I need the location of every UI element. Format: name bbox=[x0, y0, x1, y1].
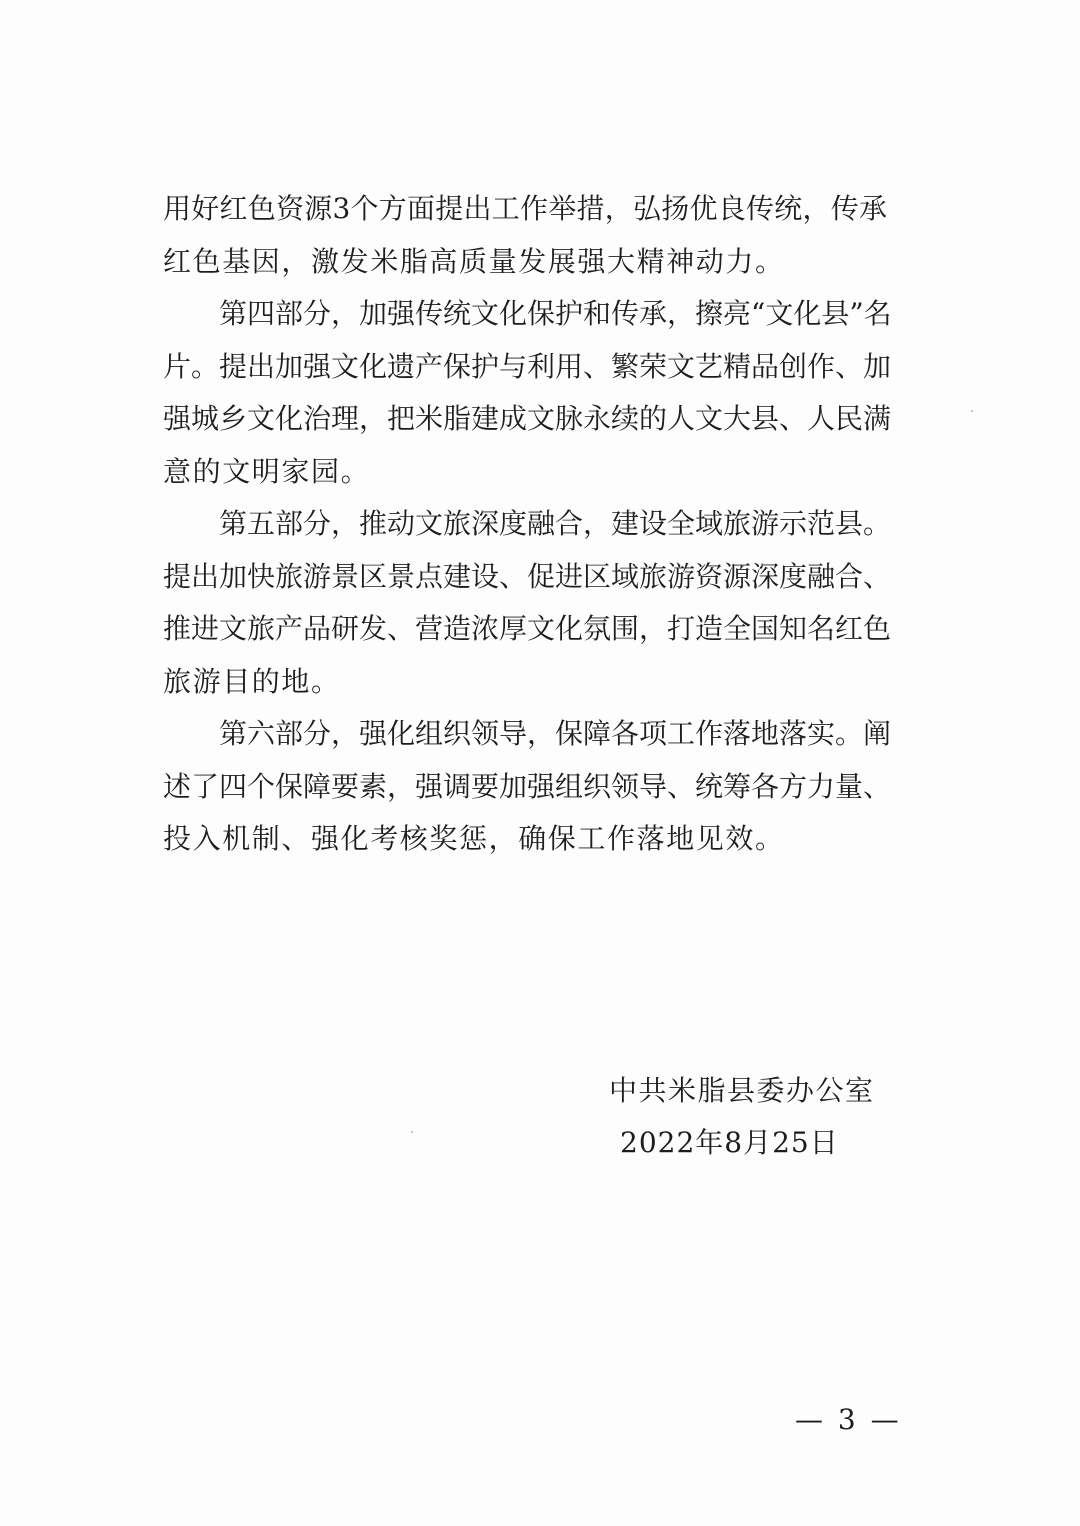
text-line: 述了四个保障要素，强调要加强组织领导、统筹各方力量、 bbox=[163, 769, 892, 803]
signature-block bbox=[560, 1065, 890, 1169]
text-line: 用好红色资源3个方面提出工作举措，弘扬优良传统，传承 bbox=[163, 192, 887, 225]
scan-speck bbox=[411, 1131, 413, 1133]
page-number: — 3 — bbox=[795, 1403, 902, 1436]
text-line: 提出加快旅游景区景点建设、促进区域旅游资源深度融合、 bbox=[163, 559, 892, 593]
text-line: 片。提出加强文化遗产保护与利用、繁荣文艺精品创作、加 bbox=[163, 349, 892, 383]
signing-date: 2022年8月25日 bbox=[620, 1126, 839, 1159]
text-line: 推进文旅产品研发、营造浓厚文化氛围，打造全国知名红色 bbox=[163, 612, 892, 645]
paragraph-first-line: 第五部分，推动文旅深度融合，建设全域旅游示范县。 bbox=[219, 507, 892, 540]
text-line: 投入机制、强化考核奖惩，确保工作落地见效。 bbox=[163, 822, 785, 855]
paragraph-first-line: 第四部分，加强传统文化保护和传承，擦亮“文化县”名 bbox=[219, 297, 892, 330]
paragraph-first-line: 第六部分，强化组织领导，保障各项工作落地落实。阐 bbox=[219, 717, 892, 750]
text-line: 旅游目的地。 bbox=[163, 664, 341, 698]
scan-speck bbox=[971, 410, 973, 412]
document-body bbox=[163, 183, 892, 866]
text-line: 强城乡文化治理，把米脂建成文脉永续的人文大县、人民满 bbox=[163, 402, 892, 435]
signing-organization: 中共米脂县委办公室 bbox=[609, 1074, 875, 1107]
text-line: 意的文明家园。 bbox=[163, 454, 371, 488]
text-line: 红色基因，激发米脂高质量发展强大精神动力。 bbox=[163, 244, 785, 278]
